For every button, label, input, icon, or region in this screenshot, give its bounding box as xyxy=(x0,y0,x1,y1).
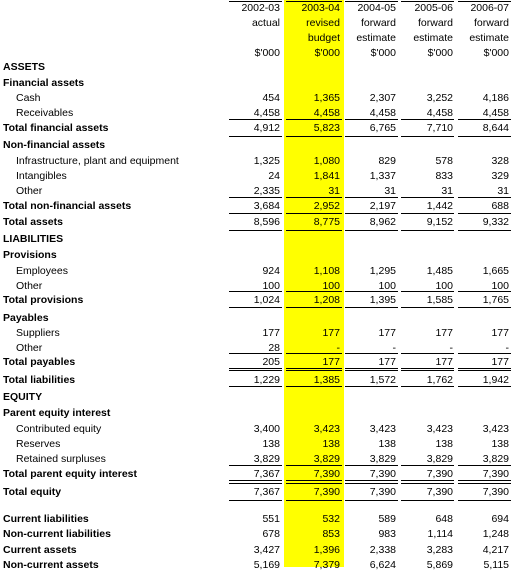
row-label: Parent equity interest xyxy=(3,407,111,419)
row-label: Total provisions xyxy=(3,294,84,306)
row-label: Provisions xyxy=(3,249,57,261)
cell-value: 1,395 xyxy=(369,294,396,306)
subtotal-rule xyxy=(229,500,282,501)
subtotal-rule xyxy=(286,500,342,501)
subtotal-rule xyxy=(286,368,342,369)
cell-value: 4,458 xyxy=(313,107,340,119)
cell-value: 328 xyxy=(491,155,509,167)
subtotal-rule xyxy=(286,307,342,308)
row-label: Total assets xyxy=(3,216,63,228)
cell-value: 1,762 xyxy=(426,374,453,386)
column-header-line: forward xyxy=(417,17,453,29)
subtotal-rule xyxy=(229,480,282,481)
subtotal-rule xyxy=(345,386,398,387)
cell-value: 100 xyxy=(491,280,509,292)
cell-value: 2,335 xyxy=(253,185,280,197)
cell-value: 3,252 xyxy=(426,92,453,104)
cell-value: 1,396 xyxy=(313,544,340,556)
total-row xyxy=(0,527,514,542)
row-label: Other xyxy=(16,280,43,292)
cell-value: 24 xyxy=(268,170,280,182)
cell-value: 6,765 xyxy=(369,122,396,134)
total-row xyxy=(0,293,514,308)
table-row xyxy=(0,154,514,169)
subtotal-rule xyxy=(286,291,342,292)
cell-value: 7,390 xyxy=(482,486,509,498)
cell-value: 177 xyxy=(378,356,396,368)
cell-value: 1,385 xyxy=(313,374,340,386)
cell-value: 2,952 xyxy=(313,200,340,212)
subtotal-rule xyxy=(286,465,342,466)
cell-value: 1,108 xyxy=(313,265,340,277)
column-header-2002-03 xyxy=(228,1,280,61)
row-label: Total equity xyxy=(3,486,62,498)
column-header-line: estimate xyxy=(356,32,396,44)
subtotal-rule xyxy=(401,353,454,354)
column-header-line: forward xyxy=(473,17,509,29)
cell-value: 3,283 xyxy=(426,544,453,556)
subtotal-rule xyxy=(286,119,342,120)
cell-value: 1,365 xyxy=(313,92,340,104)
cell-value: 4,458 xyxy=(369,107,396,119)
subtotal-rule xyxy=(286,136,342,137)
subtotal-rule xyxy=(229,213,282,214)
column-header-line: forward xyxy=(360,17,396,29)
cell-value: 1,248 xyxy=(482,528,509,540)
cell-value: 454 xyxy=(262,92,280,104)
cell-value: 9,152 xyxy=(426,216,453,228)
cell-value: 31 xyxy=(328,185,340,197)
total-row xyxy=(0,121,514,136)
subtotal-rule xyxy=(229,370,282,371)
cell-value: 829 xyxy=(378,155,396,167)
row-label: Total parent equity interest xyxy=(3,468,137,480)
subtotal-rule xyxy=(401,307,454,308)
cell-value: 28 xyxy=(268,342,280,354)
cell-value: 4,458 xyxy=(253,107,280,119)
subtotal-rule xyxy=(401,291,454,292)
table-row xyxy=(0,91,514,106)
subtotal-rule xyxy=(286,197,342,198)
subtotal-rule xyxy=(458,370,511,371)
cell-value: 177 xyxy=(491,356,509,368)
subtotal-rule xyxy=(229,465,282,466)
cell-value: 5,823 xyxy=(313,122,340,134)
subtotal-rule xyxy=(229,353,282,354)
subtotal-rule xyxy=(458,483,511,484)
row-label: Retained surpluses xyxy=(16,453,106,465)
cell-value: 8,596 xyxy=(253,216,280,228)
cell-value: 31 xyxy=(497,185,509,197)
subtotal-rule xyxy=(286,353,342,354)
cell-value: 1,942 xyxy=(482,374,509,386)
cell-value: 177 xyxy=(262,327,280,339)
cell-value: 3,829 xyxy=(426,453,453,465)
table-row xyxy=(0,326,514,341)
subtotal-rule xyxy=(345,136,398,137)
cell-value: 1,337 xyxy=(369,170,396,182)
subtotal-rule xyxy=(286,370,342,371)
cell-value: 1,841 xyxy=(313,170,340,182)
section-heading-row xyxy=(0,232,514,247)
subtotal-rule xyxy=(458,213,511,214)
subtotal-rule xyxy=(229,307,282,308)
cell-value: 532 xyxy=(322,513,340,525)
subtotal-rule xyxy=(458,465,511,466)
column-header-line: revised xyxy=(306,17,340,29)
row-label: Current assets xyxy=(3,544,77,556)
cell-value: 3,400 xyxy=(253,423,280,435)
cell-value: 1,765 xyxy=(482,294,509,306)
row-label: Contributed equity xyxy=(16,423,102,435)
column-header-line: $'000 xyxy=(254,47,280,59)
total-row xyxy=(0,558,514,573)
cell-value: 1,572 xyxy=(369,374,396,386)
cell-value: 833 xyxy=(435,170,453,182)
column-header-2006-07 xyxy=(456,1,509,61)
subtotal-rule xyxy=(401,480,454,481)
cell-value: 138 xyxy=(322,438,340,450)
cell-value: 2,307 xyxy=(369,92,396,104)
row-label: Suppliers xyxy=(16,327,60,339)
column-header-line: $'000 xyxy=(427,47,453,59)
subtotal-rule xyxy=(229,230,282,231)
subtotal-rule xyxy=(345,370,398,371)
cell-value: 983 xyxy=(378,528,396,540)
subtotal-rule xyxy=(401,370,454,371)
subtotal-rule xyxy=(401,136,454,137)
cell-value: 3,829 xyxy=(313,453,340,465)
subtotal-rule xyxy=(401,500,454,501)
cell-value: 2,338 xyxy=(369,544,396,556)
row-label: ASSETS xyxy=(3,61,46,73)
cell-value: 2,197 xyxy=(369,200,396,212)
column-header-line: $'000 xyxy=(314,47,340,59)
subtotal-rule xyxy=(229,368,282,369)
table-row xyxy=(0,422,514,437)
cell-value: 177 xyxy=(322,327,340,339)
subtotal-rule xyxy=(286,213,342,214)
cell-value: 694 xyxy=(491,513,509,525)
cell-value: 100 xyxy=(435,280,453,292)
row-label: Employees xyxy=(16,265,68,277)
subtotal-rule xyxy=(401,465,454,466)
row-label: Receivables xyxy=(16,107,74,119)
column-header-line: $'000 xyxy=(370,47,396,59)
cell-value: 9,332 xyxy=(482,216,509,228)
subtotal-rule xyxy=(458,368,511,369)
cell-value: 31 xyxy=(441,185,453,197)
subtotal-rule xyxy=(458,386,511,387)
total-row xyxy=(0,512,514,527)
cell-value: 5,115 xyxy=(483,559,509,571)
section-heading-row xyxy=(0,138,514,153)
row-label: Total payables xyxy=(3,356,76,368)
cell-value: 177 xyxy=(378,327,396,339)
section-heading-row xyxy=(0,406,514,421)
subtotal-rule xyxy=(229,291,282,292)
cell-value: 5,869 xyxy=(426,559,453,571)
column-header-line: 2005-06 xyxy=(414,2,453,14)
cell-value: 138 xyxy=(435,438,453,450)
row-label: Non-current assets xyxy=(3,559,99,571)
cell-value: 3,423 xyxy=(482,423,509,435)
cell-value: 7,379 xyxy=(313,559,340,571)
row-label: Infrastructure, plant and equipment xyxy=(16,155,179,167)
cell-value: 8,962 xyxy=(369,216,396,228)
cell-value: 138 xyxy=(491,438,509,450)
cell-value: 4,912 xyxy=(253,122,280,134)
column-header-line: estimate xyxy=(469,32,509,44)
total-row xyxy=(0,215,514,230)
total-row xyxy=(0,485,514,500)
row-label: LIABILITIES xyxy=(3,233,64,245)
subtotal-rule xyxy=(345,353,398,354)
cell-value: 7,390 xyxy=(426,468,453,480)
cell-value: 1,080 xyxy=(313,155,340,167)
cell-value: - xyxy=(336,342,340,354)
row-label: Reserves xyxy=(16,438,61,450)
table-row xyxy=(0,264,514,279)
cell-value: - xyxy=(449,342,453,354)
cell-value: 100 xyxy=(322,280,340,292)
cell-value: 1,295 xyxy=(369,265,396,277)
subtotal-rule xyxy=(345,230,398,231)
cell-value: 3,684 xyxy=(253,200,280,212)
cell-value: 3,829 xyxy=(369,453,396,465)
cell-value: 589 xyxy=(378,513,396,525)
cell-value: 578 xyxy=(435,155,453,167)
cell-value: 6,624 xyxy=(369,559,396,571)
cell-value: 853 xyxy=(322,528,340,540)
column-header-2005-06 xyxy=(400,1,453,61)
table-row xyxy=(0,437,514,452)
subtotal-rule xyxy=(458,197,511,198)
row-label: Non-current liabilities xyxy=(3,528,111,540)
column-header-line: 2006-07 xyxy=(470,2,509,14)
subtotal-rule xyxy=(458,500,511,501)
section-heading-row xyxy=(0,248,514,263)
column-header-line: actual xyxy=(251,17,280,29)
subtotal-rule xyxy=(286,230,342,231)
column-header-line: estimate xyxy=(413,32,453,44)
cell-value: 678 xyxy=(262,528,280,540)
cell-value: 1,485 xyxy=(426,265,453,277)
cell-value: 7,390 xyxy=(482,468,509,480)
subtotal-rule xyxy=(345,480,398,481)
subtotal-rule xyxy=(401,213,454,214)
column-header-line: 2004-05 xyxy=(357,2,396,14)
cell-value: 177 xyxy=(322,356,340,368)
cell-value: 1,229 xyxy=(253,374,280,386)
column-header-line: $'000 xyxy=(483,47,509,59)
row-label: Non-financial assets xyxy=(3,139,106,151)
row-label: Current liabilities xyxy=(3,513,89,525)
cell-value: 138 xyxy=(262,438,280,450)
cell-value: 4,458 xyxy=(482,107,509,119)
row-label: Payables xyxy=(3,312,49,324)
cell-value: 1,114 xyxy=(427,528,453,540)
cell-value: 100 xyxy=(378,280,396,292)
cell-value: 4,217 xyxy=(482,544,509,556)
table-row xyxy=(0,169,514,184)
row-label: Total financial assets xyxy=(3,122,109,134)
subtotal-rule xyxy=(345,307,398,308)
subtotal-rule xyxy=(345,500,398,501)
subtotal-rule xyxy=(345,465,398,466)
column-header-2003-04 xyxy=(286,1,340,61)
subtotal-rule xyxy=(345,119,398,120)
cell-value: 138 xyxy=(378,438,396,450)
row-label: Total non-financial assets xyxy=(3,200,132,212)
cell-value: 8,775 xyxy=(313,216,340,228)
section-heading-row xyxy=(0,311,514,326)
section-heading-row xyxy=(0,390,514,405)
cell-value: 3,423 xyxy=(313,423,340,435)
subtotal-rule xyxy=(229,483,282,484)
cell-value: 7,367 xyxy=(253,486,280,498)
subtotal-rule xyxy=(345,291,398,292)
subtotal-rule xyxy=(229,197,282,198)
cell-value: 648 xyxy=(435,513,453,525)
cell-value: 1,024 xyxy=(253,294,280,306)
row-label: Total liabilities xyxy=(3,374,76,386)
subtotal-rule xyxy=(286,480,342,481)
subtotal-rule xyxy=(458,353,511,354)
cell-value: 205 xyxy=(262,356,280,368)
cell-value: 3,427 xyxy=(253,544,280,556)
cell-value: 1,585 xyxy=(426,294,453,306)
cell-value: 1,442 xyxy=(426,200,453,212)
cell-value: 688 xyxy=(491,200,509,212)
cell-value: 5,169 xyxy=(253,559,280,571)
subtotal-rule xyxy=(286,386,342,387)
cell-value: 7,390 xyxy=(426,486,453,498)
subtotal-rule xyxy=(401,386,454,387)
cell-value: 551 xyxy=(262,513,280,525)
cell-value: 7,367 xyxy=(253,468,280,480)
subtotal-rule xyxy=(229,136,282,137)
row-label: Cash xyxy=(16,92,41,104)
subtotal-rule xyxy=(345,483,398,484)
row-label: Intangibles xyxy=(16,170,67,182)
cell-value: 1,208 xyxy=(313,294,340,306)
subtotal-rule xyxy=(345,197,398,198)
subtotal-rule xyxy=(401,368,454,369)
total-row xyxy=(0,543,514,558)
subtotal-rule xyxy=(458,307,511,308)
cell-value: 329 xyxy=(491,170,509,182)
cell-value: 31 xyxy=(384,185,396,197)
subtotal-rule xyxy=(458,230,511,231)
cell-value: 7,390 xyxy=(313,486,340,498)
subtotal-rule xyxy=(401,483,454,484)
cell-value: 7,710 xyxy=(426,122,453,134)
section-heading-row xyxy=(0,76,514,91)
column-header-line: budget xyxy=(307,32,340,44)
cell-value: 3,423 xyxy=(369,423,396,435)
cell-value: 3,829 xyxy=(253,453,280,465)
subtotal-rule xyxy=(229,386,282,387)
column-header-line: 2003-04 xyxy=(301,2,340,14)
cell-value: 1,325 xyxy=(253,155,280,167)
cell-value: 100 xyxy=(262,280,280,292)
row-label: EQUITY xyxy=(3,391,43,403)
cell-value: 924 xyxy=(262,265,280,277)
subtotal-rule xyxy=(401,230,454,231)
cell-value: 177 xyxy=(435,356,453,368)
cell-value: 7,390 xyxy=(313,468,340,480)
subtotal-rule xyxy=(345,368,398,369)
total-row xyxy=(0,199,514,214)
cell-value: 7,390 xyxy=(369,468,396,480)
cell-value: 4,186 xyxy=(482,92,509,104)
cell-value: - xyxy=(392,342,396,354)
cell-value: 7,390 xyxy=(369,486,396,498)
cell-value: 177 xyxy=(491,327,509,339)
cell-value: 3,423 xyxy=(426,423,453,435)
column-header-line xyxy=(228,31,280,46)
section-heading-row xyxy=(0,60,514,75)
subtotal-rule xyxy=(229,119,282,120)
row-label: Financial assets xyxy=(3,77,85,89)
subtotal-rule xyxy=(345,213,398,214)
row-label: Other xyxy=(16,185,43,197)
subtotal-rule xyxy=(458,291,511,292)
subtotal-rule xyxy=(458,480,511,481)
row-label: Other xyxy=(16,342,43,354)
column-header-2004-05 xyxy=(344,1,396,61)
subtotal-rule xyxy=(458,136,511,137)
cell-value: 8,644 xyxy=(482,122,509,134)
cell-value: 4,458 xyxy=(426,107,453,119)
column-header-line: 2002-03 xyxy=(241,2,280,14)
cell-value: 177 xyxy=(435,327,453,339)
cell-value: 1,665 xyxy=(482,265,509,277)
cell-value: - xyxy=(505,342,509,354)
subtotal-rule xyxy=(458,119,511,120)
subtotal-rule xyxy=(286,483,342,484)
subtotal-rule xyxy=(401,197,454,198)
subtotal-rule xyxy=(401,119,454,120)
cell-value: 3,829 xyxy=(482,453,509,465)
